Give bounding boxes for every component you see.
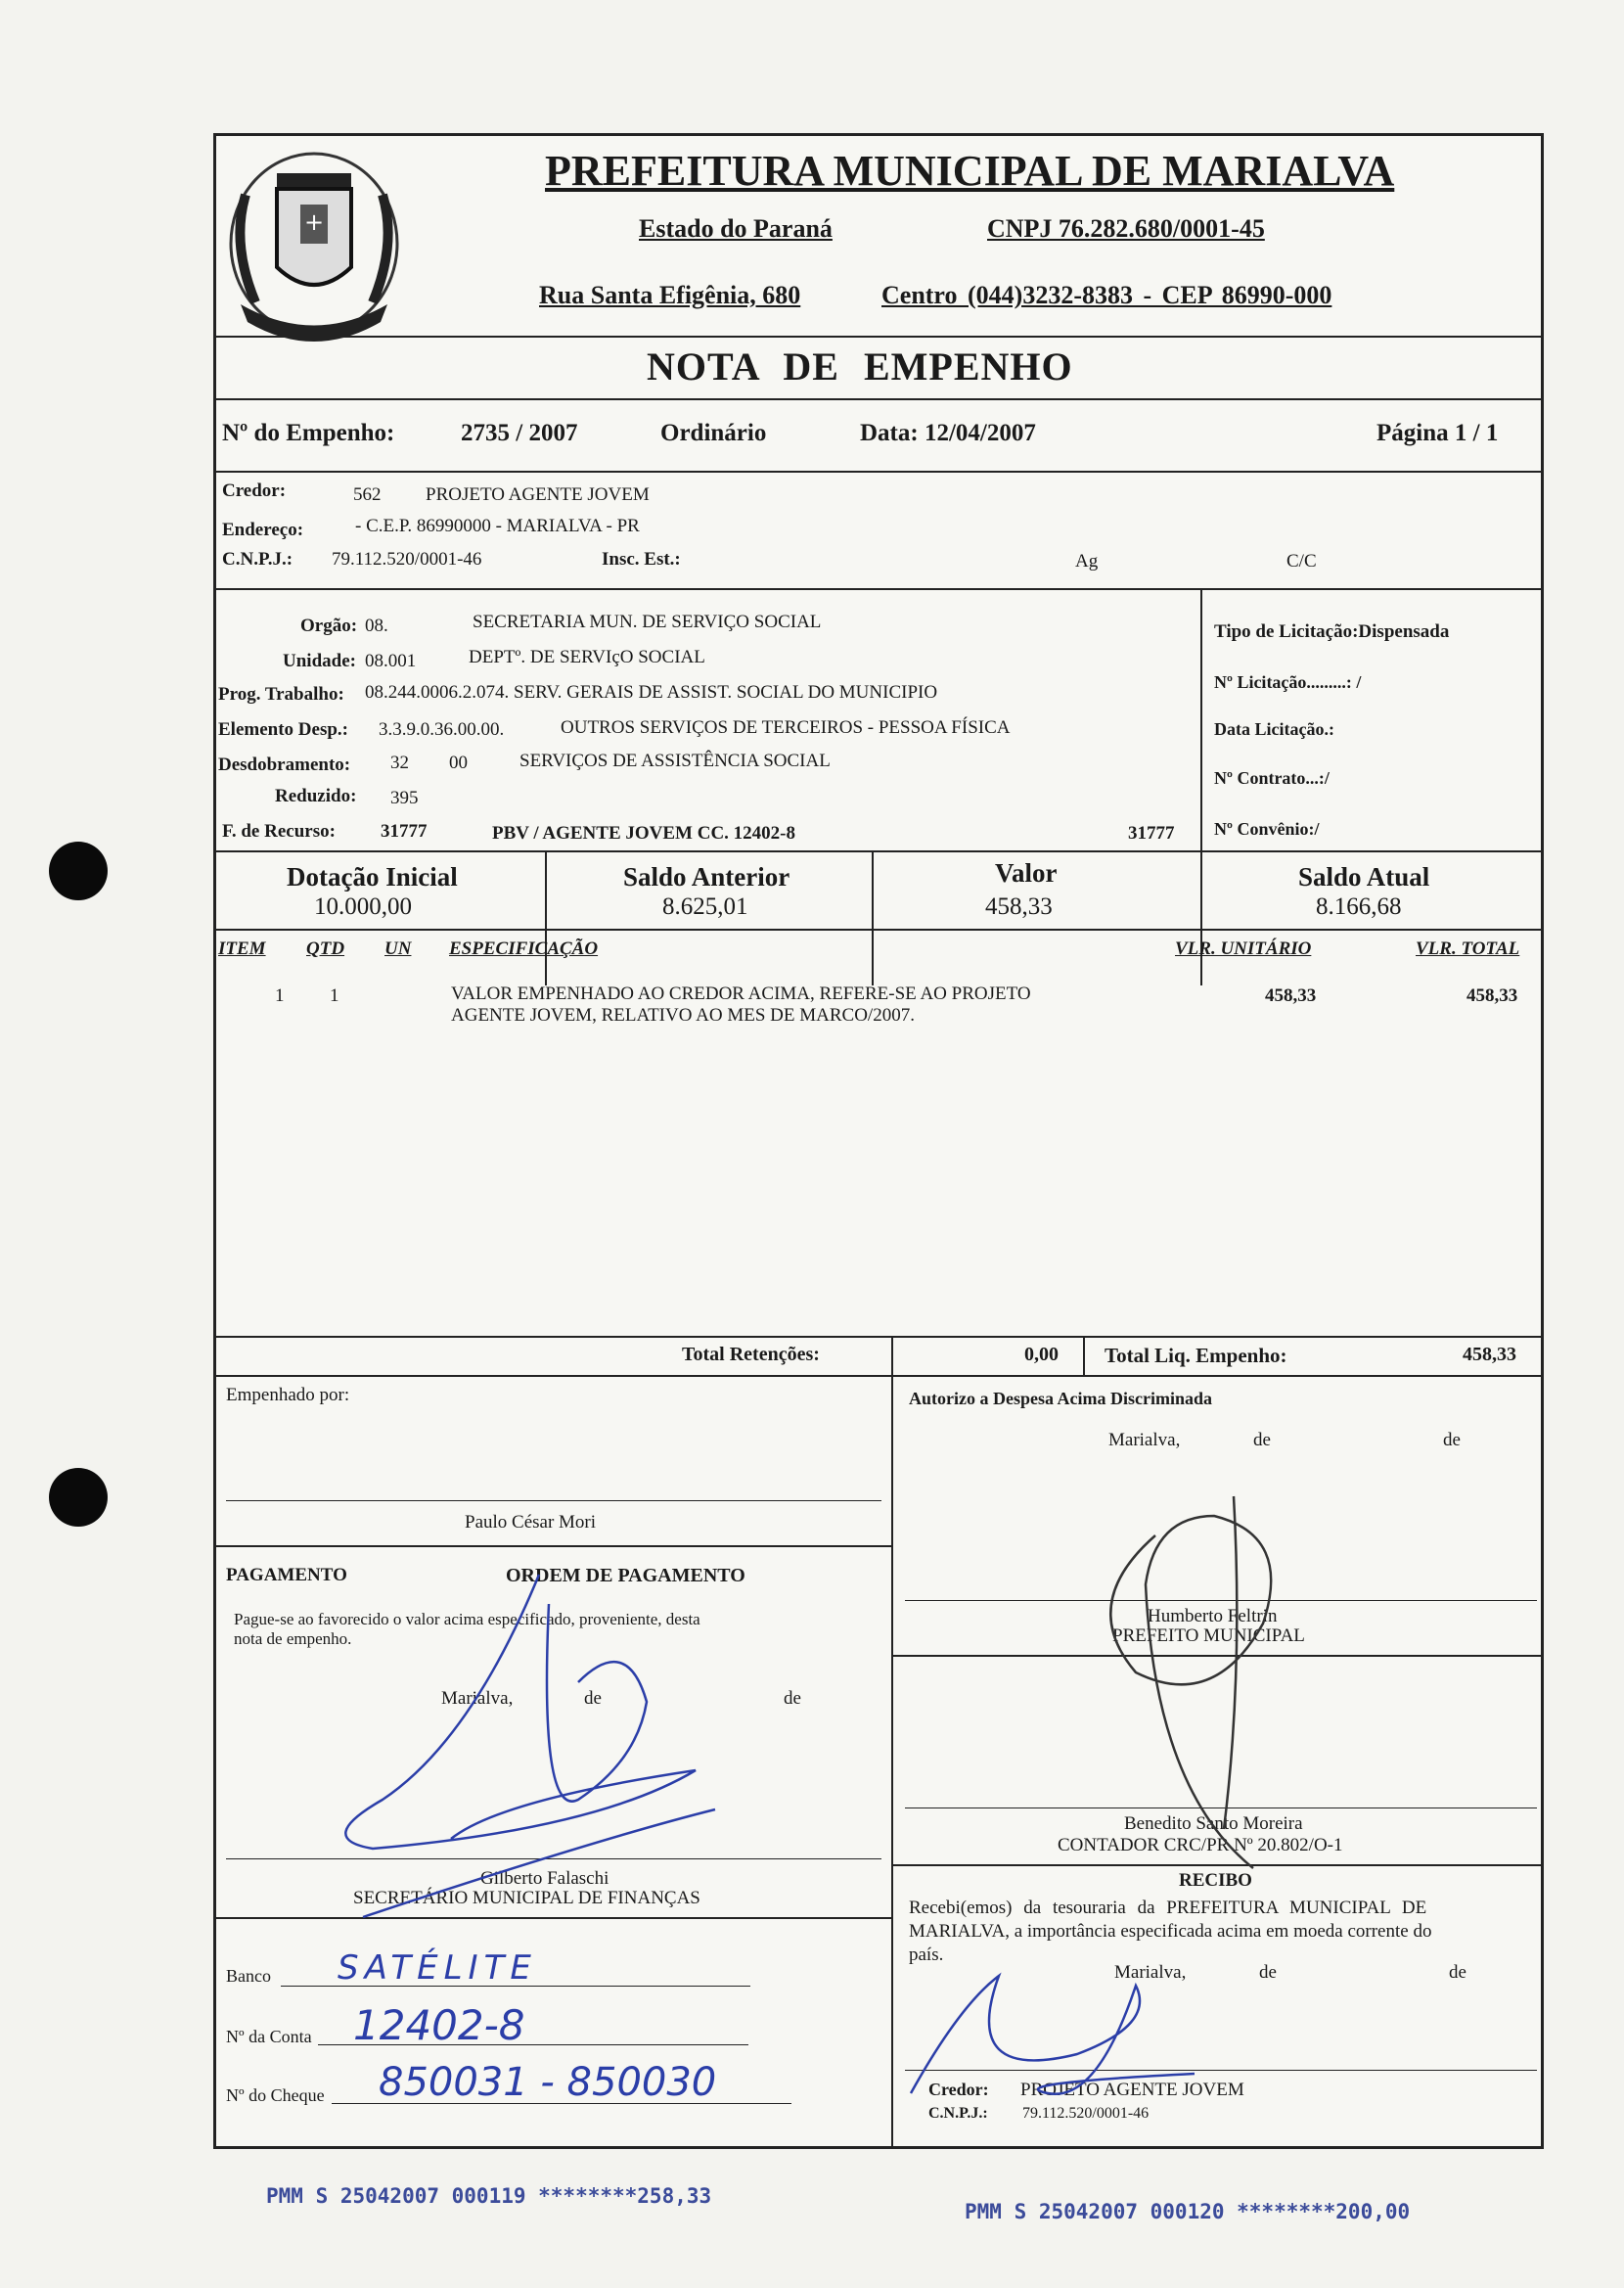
recibo-de-2: de bbox=[1449, 1962, 1466, 1983]
credor-code: 562 bbox=[353, 484, 382, 505]
cheque-value: 850031 - 850030 bbox=[379, 2060, 717, 2105]
autorizo-label: Autorizo a Despesa Acima Discriminada bbox=[909, 1389, 1212, 1408]
unidade-code: 08.001 bbox=[365, 651, 417, 671]
recurso-name: PBV / AGENTE JOVEM CC. 12402-8 bbox=[492, 823, 796, 844]
valor-label: Valor bbox=[995, 858, 1058, 888]
ag-label: Ag bbox=[1075, 551, 1099, 572]
recurso-code-2: 31777 bbox=[1128, 823, 1175, 844]
punch-hole-bottom bbox=[49, 1468, 108, 1527]
header-cnpj: CNPJ 76.282.680/0001-45 bbox=[987, 214, 1265, 243]
item-total-value: 458,33 bbox=[1466, 985, 1518, 1006]
pagamento-label: PAGAMENTO bbox=[226, 1565, 347, 1585]
insc-label: Insc. Est.: bbox=[602, 549, 681, 570]
empenho-type: Ordinário bbox=[660, 420, 767, 446]
signature-prefeito bbox=[1097, 1477, 1351, 1888]
col-especificacao: ESPECIFICAÇÃO bbox=[449, 938, 599, 959]
elemento-name: OUTROS SERVIÇOS DE TERCEIROS - PESSOA FÍSICA bbox=[561, 717, 1011, 738]
credor-cnpj-label: C.N.P.J.: bbox=[222, 549, 293, 570]
secretario-name: Gilberto Falaschi bbox=[480, 1868, 609, 1889]
address-value: - C.E.P. 86990000 - MARIALVA - PR bbox=[355, 516, 640, 536]
dotacao-inicial-value: 10.000,00 bbox=[314, 893, 412, 920]
recibo-place: Marialva, bbox=[1114, 1962, 1187, 1983]
autorizo-de-2: de bbox=[1443, 1430, 1461, 1450]
reduzido-value: 395 bbox=[390, 788, 419, 808]
item-desc-line-2: AGENTE JOVEM, RELATIVO AO MES DE MARCO/2007. bbox=[451, 1005, 915, 1026]
header-street: Rua Santa Efigênia, 680 bbox=[539, 281, 801, 309]
unidade-label: Unidade: bbox=[283, 651, 356, 671]
recibo-text-3: país. bbox=[909, 1945, 944, 1965]
unidade-name: DEPTº. DE SERVIçO SOCIAL bbox=[469, 647, 705, 667]
recurso-label: F. de Recurso: bbox=[222, 821, 336, 842]
recibo-de-1: de bbox=[1259, 1962, 1277, 1983]
contador-name: Benedito Santo Moreira bbox=[1124, 1813, 1303, 1834]
autorizo-place: Marialva, bbox=[1108, 1430, 1181, 1450]
header-state: Estado do Paraná bbox=[639, 214, 833, 243]
prefeito-role: PREFEITO MUNICIPAL bbox=[1112, 1625, 1305, 1646]
empenho-date: Data: 12/04/2007 bbox=[860, 420, 1036, 446]
credor-label: Credor: bbox=[222, 480, 287, 501]
recibo-credor-label: Credor: bbox=[928, 2080, 989, 2099]
empenho-label: Nº do Empenho: bbox=[222, 420, 395, 446]
cheque-label: Nº do Cheque bbox=[226, 2085, 325, 2105]
pagamento-text-2: nota de empenho. bbox=[234, 1629, 352, 1648]
contador-role: CONTADOR CRC/PR Nº 20.802/O-1 bbox=[1058, 1835, 1343, 1855]
banco-value: SATÉLITE bbox=[338, 1948, 537, 1988]
punch-hole-top bbox=[49, 842, 108, 900]
empenhado-label: Empenhado por: bbox=[226, 1385, 350, 1405]
col-un: UN bbox=[384, 938, 412, 959]
desdob-code: 32 bbox=[390, 753, 409, 773]
saldo-atual-label: Saldo Atual bbox=[1298, 862, 1430, 892]
licitacao-tipo: Tipo de Licitação:Dispensada bbox=[1214, 621, 1450, 642]
licitacao-data: Data Licitação.: bbox=[1214, 719, 1334, 739]
signature-credor bbox=[901, 1966, 1273, 2113]
col-qtd: QTD bbox=[306, 938, 345, 959]
saldo-anterior-label: Saldo Anterior bbox=[623, 862, 790, 892]
credor-cnpj: 79.112.520/0001-46 bbox=[332, 549, 482, 570]
ordem-pagamento-label: ORDEM DE PAGAMENTO bbox=[506, 1565, 745, 1586]
recibo-cnpj-label: C.N.P.J.: bbox=[928, 2105, 988, 2122]
pagamento-place: Marialva, bbox=[441, 1688, 514, 1709]
cheque-stamp-left: PMM S 25042007 000119 ********258,33 bbox=[266, 2184, 712, 2208]
item-qtd: 1 bbox=[330, 985, 339, 1006]
liq-value: 458,33 bbox=[1463, 1344, 1516, 1365]
valor-value: 458,33 bbox=[985, 893, 1053, 920]
item-number: 1 bbox=[275, 985, 285, 1006]
empenho-page: Página 1 / 1 bbox=[1376, 420, 1499, 446]
item-unit-value: 458,33 bbox=[1265, 985, 1317, 1006]
header-title: PREFEITURA MUNICIPAL DE MARIALVA bbox=[545, 147, 1395, 195]
cc-label: C/C bbox=[1286, 551, 1317, 572]
signature-secretario bbox=[304, 1545, 852, 1995]
banco-label: Banco bbox=[226, 1966, 271, 1986]
empenho-number: 2735 / 2007 bbox=[461, 420, 578, 446]
elemento-code: 3.3.9.0.36.00.00. bbox=[379, 719, 505, 740]
saldo-anterior-value: 8.625,01 bbox=[662, 893, 748, 920]
secretario-role: SECRETÁRIO MUNICIPAL DE FINANÇAS bbox=[353, 1888, 700, 1908]
autorizo-de-1: de bbox=[1253, 1430, 1271, 1450]
reduzido-label: Reduzido: bbox=[275, 786, 357, 806]
desdob-label: Desdobramento: bbox=[218, 755, 351, 775]
recibo-credor: PROJETO AGENTE JOVEM bbox=[1020, 2080, 1244, 2100]
col-vlr-unitario: VLR. UNITÁRIO bbox=[1175, 938, 1312, 959]
credor-name: PROJETO AGENTE JOVEM bbox=[426, 484, 650, 505]
desdob-name: SERVIÇOS DE ASSISTÊNCIA SOCIAL bbox=[519, 751, 831, 771]
retencoes-value: 0,00 bbox=[1024, 1344, 1059, 1365]
dotacao-inicial-label: Dotação Inicial bbox=[287, 862, 458, 892]
nota-de-empenho-form bbox=[213, 133, 1544, 2149]
conta-value: 12402-8 bbox=[353, 2001, 525, 2049]
address-label: Endereço: bbox=[222, 520, 304, 540]
col-vlr-total: VLR. TOTAL bbox=[1416, 938, 1520, 959]
licitacao-contrato: Nº Contrato...:/ bbox=[1214, 768, 1330, 788]
licitacao-convenio: Nº Convênio:/ bbox=[1214, 819, 1320, 839]
liq-label: Total Liq. Empenho: bbox=[1105, 1344, 1287, 1367]
prog-value: 08.244.0006.2.074. SERV. GERAIS DE ASSIST. SOCIAL DO MUNICIPIO bbox=[365, 682, 938, 703]
saldo-atual-value: 8.166,68 bbox=[1316, 893, 1402, 920]
licitacao-numero: Nº Licitação.........: / bbox=[1214, 672, 1362, 692]
prog-label: Prog. Trabalho: bbox=[218, 684, 344, 705]
retencoes-label: Total Retenções: bbox=[682, 1344, 820, 1365]
elemento-label: Elemento Desp.: bbox=[218, 719, 348, 740]
cheque-stamp-right: PMM S 25042007 000120 ********200,00 bbox=[965, 2200, 1411, 2223]
header-contact: Centro (044)3232-8383 - CEP 86990-000 bbox=[881, 281, 1332, 309]
recurso-code: 31777 bbox=[381, 821, 428, 842]
svg-text:+: + bbox=[303, 208, 325, 236]
orgao-label: Orgão: bbox=[300, 616, 358, 636]
recibo-title: RECIBO bbox=[1179, 1870, 1252, 1891]
col-item: ITEM bbox=[218, 938, 266, 959]
recibo-text-2: MARIALVA, a importância especificada acima em moeda corrente do bbox=[909, 1921, 1432, 1942]
recibo-text-1: Recebi(emos) da tesouraria da PREFEITURA MUNICIPAL DE bbox=[909, 1898, 1427, 1918]
pagamento-de-1: de bbox=[584, 1688, 602, 1709]
doc-title: NOTA DE EMPENHO bbox=[647, 344, 1073, 389]
municipal-crest-icon bbox=[216, 136, 412, 351]
orgao-code: 08. bbox=[365, 616, 388, 636]
recibo-cnpj: 79.112.520/0001-46 bbox=[1022, 2105, 1150, 2122]
empenhado-name: Paulo César Mori bbox=[465, 1512, 597, 1533]
item-desc-line-1: VALOR EMPENHADO AO CREDOR ACIMA, REFERE-SE AO PROJETO bbox=[451, 984, 1031, 1004]
desdob-sub: 00 bbox=[449, 753, 468, 773]
pagamento-de-2: de bbox=[784, 1688, 801, 1709]
conta-label: Nº da Conta bbox=[226, 2027, 312, 2046]
prefeito-name: Humberto Feltrin bbox=[1148, 1606, 1278, 1626]
orgao-name: SECRETARIA MUN. DE SERVIÇO SOCIAL bbox=[473, 612, 822, 632]
pagamento-text-1: Pague-se ao favorecido o valor acima especificado, proveniente, desta bbox=[234, 1610, 700, 1628]
